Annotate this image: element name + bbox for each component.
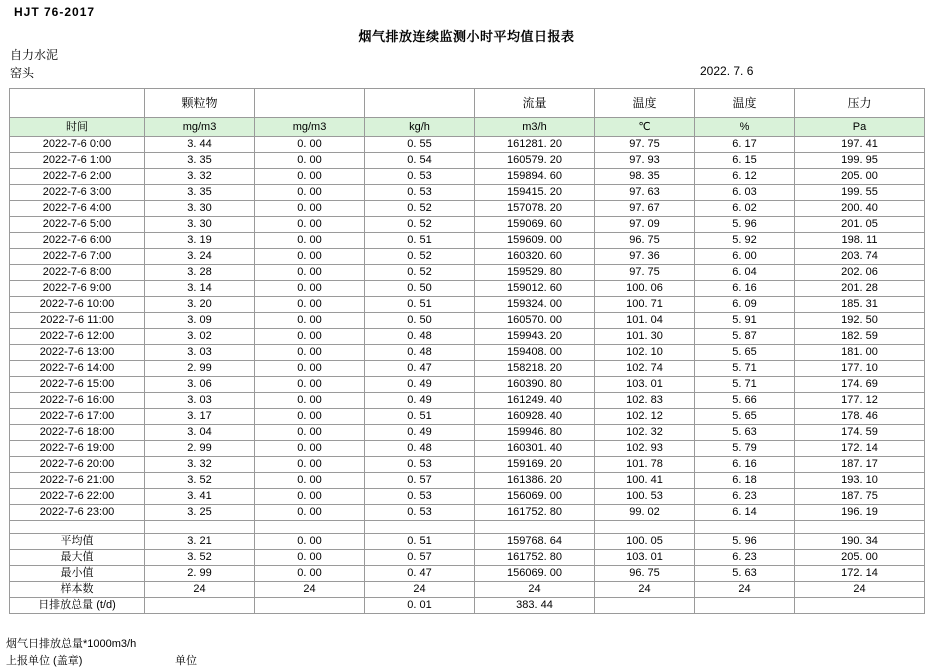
- cell-v2: 0. 00: [255, 313, 365, 329]
- summary-v6: 5. 63: [695, 566, 795, 582]
- summary-v1: 24: [145, 582, 255, 598]
- company-name: 自力水泥: [10, 48, 59, 62]
- total-emission-row: [10, 598, 925, 614]
- cell-v2: 0. 00: [255, 489, 365, 505]
- cell-v7: 203. 74: [795, 249, 925, 265]
- cell-v2: 0. 00: [255, 457, 365, 473]
- cell-v5: 100. 41: [595, 473, 695, 489]
- cell-v2: 0. 00: [255, 409, 365, 425]
- cell-v7: 182. 59: [795, 329, 925, 345]
- unit-cell-4: m3/h: [475, 118, 595, 137]
- summary-v4: 24: [475, 582, 595, 598]
- cell-v7: 201. 28: [795, 281, 925, 297]
- cell-v5: 98. 35: [595, 169, 695, 185]
- summary-row-min: [10, 566, 925, 582]
- cell-v6: 6. 16: [695, 457, 795, 473]
- summary-v5: 96. 75: [595, 566, 695, 582]
- cell-time: 2022-7-6 2:00: [10, 169, 145, 185]
- cell-v6: 6. 12: [695, 169, 795, 185]
- cell-v6: 6. 15: [695, 153, 795, 169]
- cell-v6: 5. 96: [695, 217, 795, 233]
- table-row: [10, 281, 925, 297]
- cell-v1: 3. 44: [145, 137, 255, 153]
- summary-v3: 0. 51: [365, 534, 475, 550]
- cell-v3: 0. 53: [365, 505, 475, 521]
- cell-v4: 159169. 20: [475, 457, 595, 473]
- table-row: [10, 137, 925, 153]
- cell-v2: 0. 00: [255, 201, 365, 217]
- summary-row-max: [10, 550, 925, 566]
- cell-time: 2022-7-6 23:00: [10, 505, 145, 521]
- cell-v5: 97. 63: [595, 185, 695, 201]
- cell-v1: 2. 99: [145, 441, 255, 457]
- cell-v3: 0. 49: [365, 377, 475, 393]
- facility-name: 窑头: [10, 66, 35, 80]
- cell-v2: 0. 00: [255, 329, 365, 345]
- cell-time: 2022-7-6 3:00: [10, 185, 145, 201]
- cell-v7: 174. 69: [795, 377, 925, 393]
- cell-v3: 0. 52: [365, 201, 475, 217]
- cell-v3: 0. 52: [365, 265, 475, 281]
- spacer-cell: [695, 521, 795, 534]
- cell-time: 2022-7-6 0:00: [10, 137, 145, 153]
- cell-v2: 0. 00: [255, 217, 365, 233]
- table-row: [10, 169, 925, 185]
- cell-v5: 100. 06: [595, 281, 695, 297]
- summary-v6: 6. 23: [695, 550, 795, 566]
- total-v1: [145, 598, 255, 614]
- cell-v1: 3. 52: [145, 473, 255, 489]
- cell-v4: 159894. 60: [475, 169, 595, 185]
- summary-v5: 100. 05: [595, 534, 695, 550]
- cell-v5: 102. 32: [595, 425, 695, 441]
- summary-v4: 161752. 80: [475, 550, 595, 566]
- spacer-cell: [145, 521, 255, 534]
- cell-v7: 201. 05: [795, 217, 925, 233]
- table-row: [10, 185, 925, 201]
- cell-v7: 181. 00: [795, 345, 925, 361]
- cell-time: 2022-7-6 5:00: [10, 217, 145, 233]
- cell-v1: 3. 17: [145, 409, 255, 425]
- cell-v6: 5. 63: [695, 425, 795, 441]
- table-row: [10, 345, 925, 361]
- cell-v5: 96. 75: [595, 233, 695, 249]
- cell-v5: 101. 04: [595, 313, 695, 329]
- cell-v2: 0. 00: [255, 441, 365, 457]
- cell-v7: 178. 46: [795, 409, 925, 425]
- cell-v7: 177. 12: [795, 393, 925, 409]
- cell-v3: 0. 51: [365, 233, 475, 249]
- cell-v2: 0. 00: [255, 249, 365, 265]
- summary-v7: 172. 14: [795, 566, 925, 582]
- cell-v7: 199. 55: [795, 185, 925, 201]
- cell-v4: 160301. 40: [475, 441, 595, 457]
- table-row: [10, 505, 925, 521]
- cell-v1: 3. 41: [145, 489, 255, 505]
- cell-v1: 3. 02: [145, 329, 255, 345]
- cell-v3: 0. 47: [365, 361, 475, 377]
- cell-v4: 159415. 20: [475, 185, 595, 201]
- cell-v4: 159069. 60: [475, 217, 595, 233]
- cell-v3: 0. 52: [365, 217, 475, 233]
- summary-v2: 24: [255, 582, 365, 598]
- summary-label: 最大值: [10, 550, 145, 566]
- cell-v4: 160570. 00: [475, 313, 595, 329]
- cell-time: 2022-7-6 17:00: [10, 409, 145, 425]
- unit-cell-2: mg/m3: [255, 118, 365, 137]
- cell-v1: 3. 25: [145, 505, 255, 521]
- cell-v7: 185. 31: [795, 297, 925, 313]
- cell-v6: 6. 04: [695, 265, 795, 281]
- summary-v2: 0. 00: [255, 534, 365, 550]
- cell-v4: 159408. 00: [475, 345, 595, 361]
- table-row: [10, 457, 925, 473]
- cell-v6: 5. 71: [695, 377, 795, 393]
- cell-v1: 3. 30: [145, 201, 255, 217]
- standard-code: HJT 76-2017: [14, 5, 96, 19]
- header-cell-flow: 流量: [475, 89, 595, 118]
- cell-v3: 0. 53: [365, 457, 475, 473]
- total-label: 日排放总量 (t/d): [10, 598, 145, 614]
- cell-v5: 102. 93: [595, 441, 695, 457]
- table-row: [10, 473, 925, 489]
- header-cell-time: [10, 89, 145, 118]
- cell-time: 2022-7-6 8:00: [10, 265, 145, 281]
- cell-v5: 100. 53: [595, 489, 695, 505]
- cell-v5: 103. 01: [595, 377, 695, 393]
- summary-v3: 24: [365, 582, 475, 598]
- table-row: [10, 393, 925, 409]
- cell-v6: 5. 65: [695, 409, 795, 425]
- cell-v4: 156069. 00: [475, 489, 595, 505]
- cell-v3: 0. 49: [365, 425, 475, 441]
- cell-time: 2022-7-6 9:00: [10, 281, 145, 297]
- summary-v5: 103. 01: [595, 550, 695, 566]
- cell-time: 2022-7-6 13:00: [10, 345, 145, 361]
- cell-v3: 0. 51: [365, 297, 475, 313]
- cell-v2: 0. 00: [255, 297, 365, 313]
- summary-v2: 0. 00: [255, 566, 365, 582]
- table-row: [10, 201, 925, 217]
- cell-v3: 0. 53: [365, 185, 475, 201]
- cell-time: 2022-7-6 20:00: [10, 457, 145, 473]
- summary-v4: 156069. 00: [475, 566, 595, 582]
- footer-note-unit: 上报单位 (盖章): [6, 655, 83, 667]
- cell-v7: 172. 14: [795, 441, 925, 457]
- cell-v4: 157078. 20: [475, 201, 595, 217]
- footer-unit-label: 单位: [175, 655, 197, 667]
- hourly-average-table: [9, 88, 925, 614]
- cell-time: 2022-7-6 22:00: [10, 489, 145, 505]
- cell-time: 2022-7-6 18:00: [10, 425, 145, 441]
- cell-time: 2022-7-6 7:00: [10, 249, 145, 265]
- summary-label: 样本数: [10, 582, 145, 598]
- cell-v1: 3. 35: [145, 153, 255, 169]
- table-row: [10, 377, 925, 393]
- total-v7: [795, 598, 925, 614]
- cell-v5: 101. 78: [595, 457, 695, 473]
- cell-v6: 5. 92: [695, 233, 795, 249]
- cell-v4: 159012. 60: [475, 281, 595, 297]
- cell-v5: 97. 75: [595, 137, 695, 153]
- cell-v1: 3. 35: [145, 185, 255, 201]
- cell-v6: 5. 79: [695, 441, 795, 457]
- summary-v1: 3. 52: [145, 550, 255, 566]
- cell-v1: 3. 09: [145, 313, 255, 329]
- spacer-cell: [10, 521, 145, 534]
- cell-v5: 97. 75: [595, 265, 695, 281]
- summary-label: 最小值: [10, 566, 145, 582]
- header-cell-moisture: 温度: [695, 89, 795, 118]
- cell-v7: 187. 17: [795, 457, 925, 473]
- cell-v2: 0. 00: [255, 265, 365, 281]
- summary-v7: 190. 34: [795, 534, 925, 550]
- cell-v3: 0. 50: [365, 313, 475, 329]
- summary-v7: 24: [795, 582, 925, 598]
- cell-v3: 0. 49: [365, 393, 475, 409]
- cell-v6: 6. 03: [695, 185, 795, 201]
- cell-v5: 97. 09: [595, 217, 695, 233]
- cell-time: 2022-7-6 15:00: [10, 377, 145, 393]
- cell-v3: 0. 48: [365, 441, 475, 457]
- cell-v6: 5. 91: [695, 313, 795, 329]
- table-row: [10, 409, 925, 425]
- cell-v7: 177. 10: [795, 361, 925, 377]
- cell-v5: 100. 71: [595, 297, 695, 313]
- header-cell-col2: [255, 89, 365, 118]
- cell-v5: 102. 10: [595, 345, 695, 361]
- cell-v1: 3. 32: [145, 457, 255, 473]
- summary-v6: 5. 96: [695, 534, 795, 550]
- table-row: [10, 329, 925, 345]
- page-title: 烟气排放连续监测小时平均值日报表: [358, 29, 575, 44]
- cell-v1: 3. 20: [145, 297, 255, 313]
- cell-v4: 160579. 20: [475, 153, 595, 169]
- spacer-cell: [795, 521, 925, 534]
- cell-time: 2022-7-6 19:00: [10, 441, 145, 457]
- spacer-cell: [365, 521, 475, 534]
- cell-time: 2022-7-6 21:00: [10, 473, 145, 489]
- table-header-row: [10, 89, 925, 118]
- table-row: [10, 489, 925, 505]
- cell-v4: 161386. 20: [475, 473, 595, 489]
- cell-v1: 3. 32: [145, 169, 255, 185]
- cell-v1: 3. 06: [145, 377, 255, 393]
- cell-v2: 0. 00: [255, 345, 365, 361]
- summary-v6: 24: [695, 582, 795, 598]
- cell-v7: 174. 59: [795, 425, 925, 441]
- cell-v6: 5. 66: [695, 393, 795, 409]
- cell-v3: 0. 53: [365, 489, 475, 505]
- cell-v6: 6. 16: [695, 281, 795, 297]
- total-v3: 0. 01: [365, 598, 475, 614]
- cell-v7: 196. 19: [795, 505, 925, 521]
- summary-label: 平均值: [10, 534, 145, 550]
- cell-v6: 6. 02: [695, 201, 795, 217]
- cell-v7: 192. 50: [795, 313, 925, 329]
- header-cell-col3: [365, 89, 475, 118]
- cell-v7: 202. 06: [795, 265, 925, 281]
- total-v6: [695, 598, 795, 614]
- cell-v4: 159943. 20: [475, 329, 595, 345]
- cell-v3: 0. 48: [365, 345, 475, 361]
- cell-time: 2022-7-6 11:00: [10, 313, 145, 329]
- cell-v6: 5. 65: [695, 345, 795, 361]
- table-row: [10, 217, 925, 233]
- cell-v5: 102. 74: [595, 361, 695, 377]
- cell-v7: 205. 00: [795, 169, 925, 185]
- header-cell-temperature: 温度: [595, 89, 695, 118]
- cell-v2: 0. 00: [255, 473, 365, 489]
- cell-v2: 0. 00: [255, 153, 365, 169]
- cell-v4: 159529. 80: [475, 265, 595, 281]
- unit-cell-5: ℃: [595, 118, 695, 137]
- total-v5: [595, 598, 695, 614]
- cell-time: 2022-7-6 1:00: [10, 153, 145, 169]
- cell-v3: 0. 50: [365, 281, 475, 297]
- spacer-cell: [595, 521, 695, 534]
- cell-v2: 0. 00: [255, 137, 365, 153]
- summary-row-average: [10, 534, 925, 550]
- spacer-cell: [475, 521, 595, 534]
- summary-v3: 0. 47: [365, 566, 475, 582]
- cell-v3: 0. 52: [365, 249, 475, 265]
- unit-cell-time: 时间: [10, 118, 145, 137]
- cell-v2: 0. 00: [255, 361, 365, 377]
- cell-v5: 97. 93: [595, 153, 695, 169]
- cell-v4: 158218. 20: [475, 361, 595, 377]
- cell-v6: 6. 18: [695, 473, 795, 489]
- cell-v2: 0. 00: [255, 377, 365, 393]
- cell-v4: 159609. 00: [475, 233, 595, 249]
- spacer-cell: [255, 521, 365, 534]
- unit-cell-6: %: [695, 118, 795, 137]
- cell-v4: 160320. 60: [475, 249, 595, 265]
- cell-v7: 193. 10: [795, 473, 925, 489]
- cell-v6: 6. 14: [695, 505, 795, 521]
- cell-v1: 3. 19: [145, 233, 255, 249]
- cell-v5: 97. 36: [595, 249, 695, 265]
- cell-v4: 161752. 80: [475, 505, 595, 521]
- cell-v1: 3. 28: [145, 265, 255, 281]
- cell-v3: 0. 57: [365, 473, 475, 489]
- cell-v2: 0. 00: [255, 233, 365, 249]
- summary-v7: 205. 00: [795, 550, 925, 566]
- summary-v3: 0. 57: [365, 550, 475, 566]
- unit-cell-7: Pa: [795, 118, 925, 137]
- cell-v4: 160390. 80: [475, 377, 595, 393]
- cell-v2: 0. 00: [255, 425, 365, 441]
- report-date: 2022. 7. 6: [700, 64, 754, 78]
- cell-v3: 0. 54: [365, 153, 475, 169]
- cell-time: 2022-7-6 14:00: [10, 361, 145, 377]
- cell-time: 2022-7-6 6:00: [10, 233, 145, 249]
- footer-note-total: 烟气日排放总量*1000m3/h: [6, 638, 137, 650]
- unit-cell-3: kg/h: [365, 118, 475, 137]
- cell-v2: 0. 00: [255, 505, 365, 521]
- cell-v7: 199. 95: [795, 153, 925, 169]
- header-cell-particulate: 颗粒物: [145, 89, 255, 118]
- cell-v5: 101. 30: [595, 329, 695, 345]
- cell-v1: 3. 04: [145, 425, 255, 441]
- cell-v3: 0. 48: [365, 329, 475, 345]
- cell-v2: 0. 00: [255, 169, 365, 185]
- table-row: [10, 425, 925, 441]
- header-cell-pressure: 压力: [795, 89, 925, 118]
- table-row: [10, 441, 925, 457]
- cell-v6: 5. 71: [695, 361, 795, 377]
- cell-v4: 161281. 20: [475, 137, 595, 153]
- cell-v5: 99. 02: [595, 505, 695, 521]
- cell-v7: 198. 11: [795, 233, 925, 249]
- total-v2: [255, 598, 365, 614]
- unit-cell-1: mg/m3: [145, 118, 255, 137]
- cell-v1: 2. 99: [145, 361, 255, 377]
- spacer-row: [10, 521, 925, 534]
- cell-v4: 160928. 40: [475, 409, 595, 425]
- table-row: [10, 249, 925, 265]
- table-row: [10, 265, 925, 281]
- cell-v2: 0. 00: [255, 393, 365, 409]
- cell-v1: 3. 30: [145, 217, 255, 233]
- summary-v1: 3. 21: [145, 534, 255, 550]
- table-unit-row: [10, 118, 925, 137]
- cell-v3: 0. 51: [365, 409, 475, 425]
- cell-v6: 5. 87: [695, 329, 795, 345]
- cell-v7: 197. 41: [795, 137, 925, 153]
- cell-v2: 0. 00: [255, 185, 365, 201]
- cell-v3: 0. 53: [365, 169, 475, 185]
- cell-time: 2022-7-6 4:00: [10, 201, 145, 217]
- summary-row-count: [10, 582, 925, 598]
- cell-v1: 3. 03: [145, 393, 255, 409]
- summary-v1: 2. 99: [145, 566, 255, 582]
- cell-v6: 6. 00: [695, 249, 795, 265]
- cell-v6: 6. 17: [695, 137, 795, 153]
- cell-v1: 3. 14: [145, 281, 255, 297]
- table-row: [10, 313, 925, 329]
- cell-v5: 97. 67: [595, 201, 695, 217]
- cell-v1: 3. 03: [145, 345, 255, 361]
- table-row: [10, 297, 925, 313]
- summary-v2: 0. 00: [255, 550, 365, 566]
- cell-v6: 6. 23: [695, 489, 795, 505]
- cell-v1: 3. 24: [145, 249, 255, 265]
- cell-v2: 0. 00: [255, 281, 365, 297]
- cell-v5: 102. 83: [595, 393, 695, 409]
- cell-time: 2022-7-6 10:00: [10, 297, 145, 313]
- summary-v5: 24: [595, 582, 695, 598]
- cell-time: 2022-7-6 12:00: [10, 329, 145, 345]
- cell-v4: 161249. 40: [475, 393, 595, 409]
- cell-v7: 187. 75: [795, 489, 925, 505]
- table-row: [10, 153, 925, 169]
- cell-v3: 0. 55: [365, 137, 475, 153]
- cell-time: 2022-7-6 16:00: [10, 393, 145, 409]
- total-v4: 383. 44: [475, 598, 595, 614]
- cell-v6: 6. 09: [695, 297, 795, 313]
- summary-v4: 159768. 64: [475, 534, 595, 550]
- cell-v4: 159324. 00: [475, 297, 595, 313]
- table-row: [10, 233, 925, 249]
- table-row: [10, 361, 925, 377]
- cell-v4: 159946. 80: [475, 425, 595, 441]
- cell-v5: 102. 12: [595, 409, 695, 425]
- cell-v7: 200. 40: [795, 201, 925, 217]
